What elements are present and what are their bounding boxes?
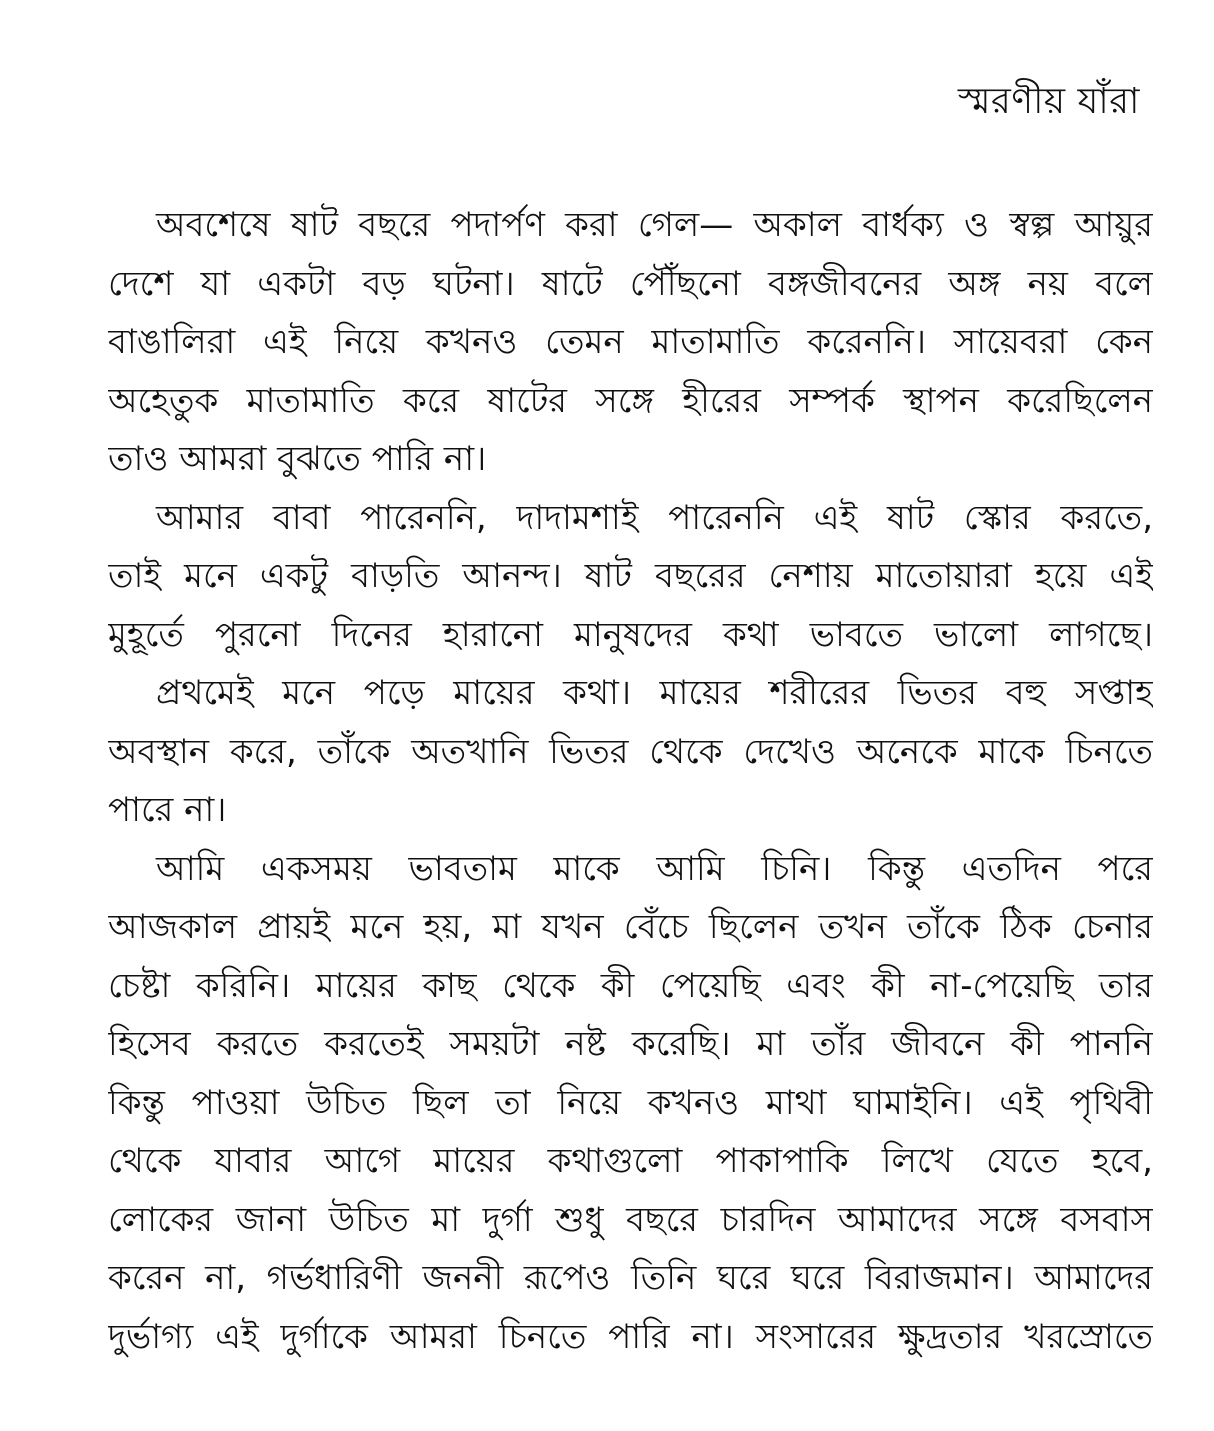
text-line: অহেতুক মাতামাতি করে ষাটের সঙ্গে হীরের সম্পর্ক স্থাপন করেছিলেন xyxy=(108,380,1153,421)
text-line: লোকের জানা উচিত মা দুর্গা শুধু বছরে চারদিন আমাদের সঙ্গে বসবাস xyxy=(108,1199,1153,1240)
text-line: পারে না। xyxy=(108,790,227,830)
text-line: কিন্তু পাওয়া উচিত ছিল তা নিয়ে কখনও মাথা ঘামাইনি। এই পৃথিবী xyxy=(108,1082,1153,1123)
paragraph xyxy=(108,489,1153,665)
text-line: অবস্থান করে, তাঁকে অতখানি ভিতর থেকে দেখেও অনেকে মাকে চিনতে xyxy=(108,731,1153,772)
text-line: আমার বাবা পারেননি, দাদামশাই পারেননি এই ষাট স্কোর করতে, xyxy=(156,497,1153,538)
text-line: করেন না, গর্ভধারিণী জননী রূপেও তিনি ঘরে ঘরে বিরাজমান। আমাদের xyxy=(108,1258,1153,1298)
text-line: অবশেষে ষাট বছরে পদার্পণ করা গেল— অকাল বার্ধক্য ও স্বল্প আয়ুর xyxy=(156,205,1153,245)
text-line: দেশে যা একটা বড় ঘটনা। ষাটে পৌঁছনো বঙ্গজীবনের অঙ্গ নয় বলে xyxy=(108,263,1153,304)
paragraph xyxy=(108,196,1153,489)
body-text xyxy=(108,196,1153,1366)
paragraph xyxy=(108,664,1153,840)
text-line: থেকে যাবার আগে মায়ের কথাগুলো পাকাপাকি লিখে যেতে হবে, xyxy=(108,1141,1153,1181)
text-line: বাঙালিরা এই নিয়ে কখনও তেমন মাতামাতি করেননি। সায়েবরা কেন xyxy=(108,322,1153,362)
text-line: মুহূর্তে পুরনো দিনের হারানো মানুষদের কথা ভাবতে ভালো লাগছে। xyxy=(108,614,1153,655)
text-line: চেষ্টা করিনি। মায়ের কাছ থেকে কী পেয়েছি এবং কী না-পেয়েছি তার xyxy=(108,965,1153,1006)
text-line: আজকাল প্রায়ই মনে হয়, মা যখন বেঁচে ছিলেন তখন তাঁকে ঠিক চেনার xyxy=(108,907,1153,947)
text-line: তাও আমরা বুঝতে পারি না। xyxy=(108,439,487,479)
text-line: হিসেব করতে করতেই সময়টা নষ্ট করেছি। মা তাঁর জীবনে কী পাননি xyxy=(108,1024,1153,1064)
paragraph xyxy=(108,840,1153,1367)
text-line: দুর্ভাগ্য এই দুর্গাকে আমরা চিনতে পারি না। সংসারের ক্ষুদ্রতার খরস্রোতে xyxy=(108,1316,1153,1357)
running-header: স্মরণীয় যাঁরা xyxy=(957,81,1140,122)
text-line: আমি একসময় ভাবতাম মাকে আমি চিনি। কিন্তু এতদিন পরে xyxy=(156,848,1153,889)
text-line: তাই মনে একটু বাড়তি আনন্দ। ষাট বছরের নেশায় মাতোয়ারা হয়ে এই xyxy=(108,556,1153,596)
text-line: প্রথমেই মনে পড়ে মায়ের কথা। মায়ের শরীরের ভিতর বহু সপ্তাহ xyxy=(156,673,1153,713)
